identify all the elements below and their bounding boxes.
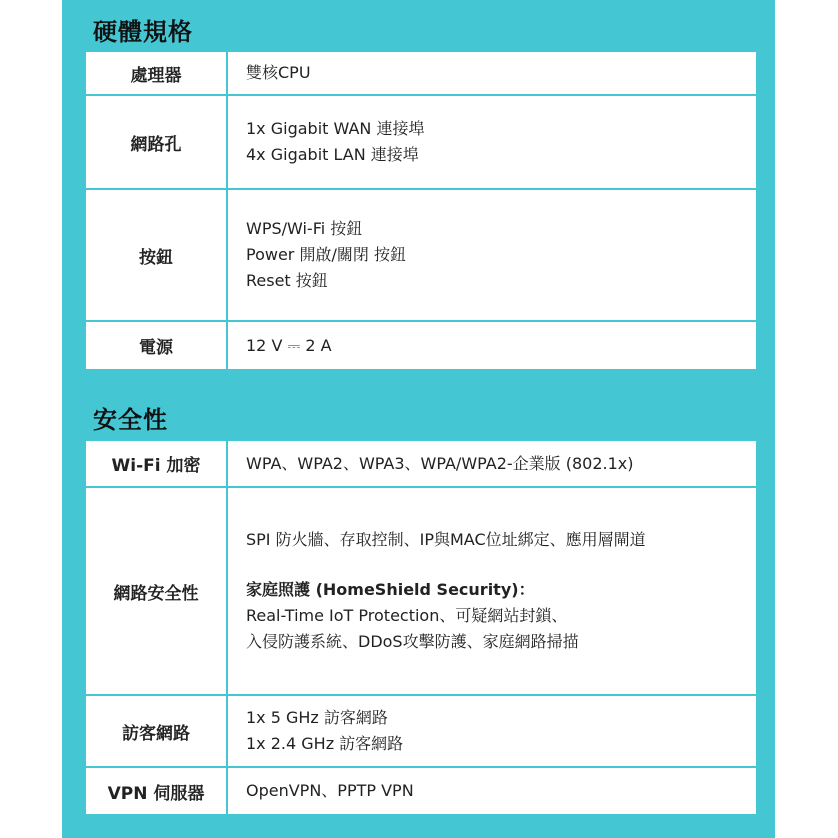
spec-value-line: OpenVPN、PPTP VPN [246,781,414,800]
spec-row-vpn-server [86,767,756,814]
spec-value-line: Reset 按鈕 [246,271,328,290]
security-section-title: 安全性 [93,406,168,434]
spec-value-line: WPA、WPA2、WPA3、WPA/WPA2-企業版 (802.1x) [246,453,634,473]
spec-label: VPN 伺服器 [86,767,227,814]
spec-value-line: 雙核CPU [246,63,311,82]
spec-value-line: 12 V ⎓ 2 A [246,335,332,355]
spec-value [227,695,756,767]
spec-value-line: WPS/Wi-Fi 按鈕 [246,219,363,238]
spec-value-line: 1x 2.4 GHz 訪客網路 [246,734,404,753]
spec-label: Wi-Fi 加密 [86,441,227,487]
hardware-spec-table [86,52,756,369]
spec-value-heading: 家庭照護 (HomeShield Security)： [246,580,535,599]
spec-value-line: SPI 防火牆、存取控制、IP與MAC位址綁定、應用層閘道 [246,530,646,549]
spec-row-ports [86,95,756,189]
spec-value [227,189,756,321]
spec-value [227,441,756,487]
spec-label: 按鈕 [86,189,227,321]
spec-value-line: Power 開啟/關閉 按鈕 [246,245,406,264]
spec-value-line: 4x Gigabit LAN 連接埠 [246,145,419,164]
spec-label: 處理器 [86,52,227,95]
spec-value [227,487,756,695]
spec-value-line: Real-Time IoT Protection、可疑網站封鎖、 [246,606,568,625]
spec-label: 訪客網路 [86,695,227,767]
spec-label: 網路安全性 [86,487,227,695]
security-spec-table [86,441,756,814]
spec-value [227,95,756,189]
spec-value [227,767,756,814]
spec-row-guest-network [86,695,756,767]
spec-row-wifi-encryption [86,441,756,487]
spec-label: 電源 [86,321,227,369]
spec-row-power [86,321,756,369]
spec-value [227,52,756,95]
spec-label: 網路孔 [86,95,227,189]
spec-row-buttons [86,189,756,321]
spec-value-line: 入侵防護系統、DDoS攻擊防護、家庭網路掃描 [246,632,579,651]
spec-value [227,321,756,369]
spec-value-line: 1x 5 GHz 訪客網路 [246,708,388,727]
spec-row-network-security [86,487,756,695]
spec-row-processor [86,52,756,95]
hardware-section-title: 硬體規格 [93,18,193,46]
spec-value-line: 1x Gigabit WAN 連接埠 [246,119,425,138]
